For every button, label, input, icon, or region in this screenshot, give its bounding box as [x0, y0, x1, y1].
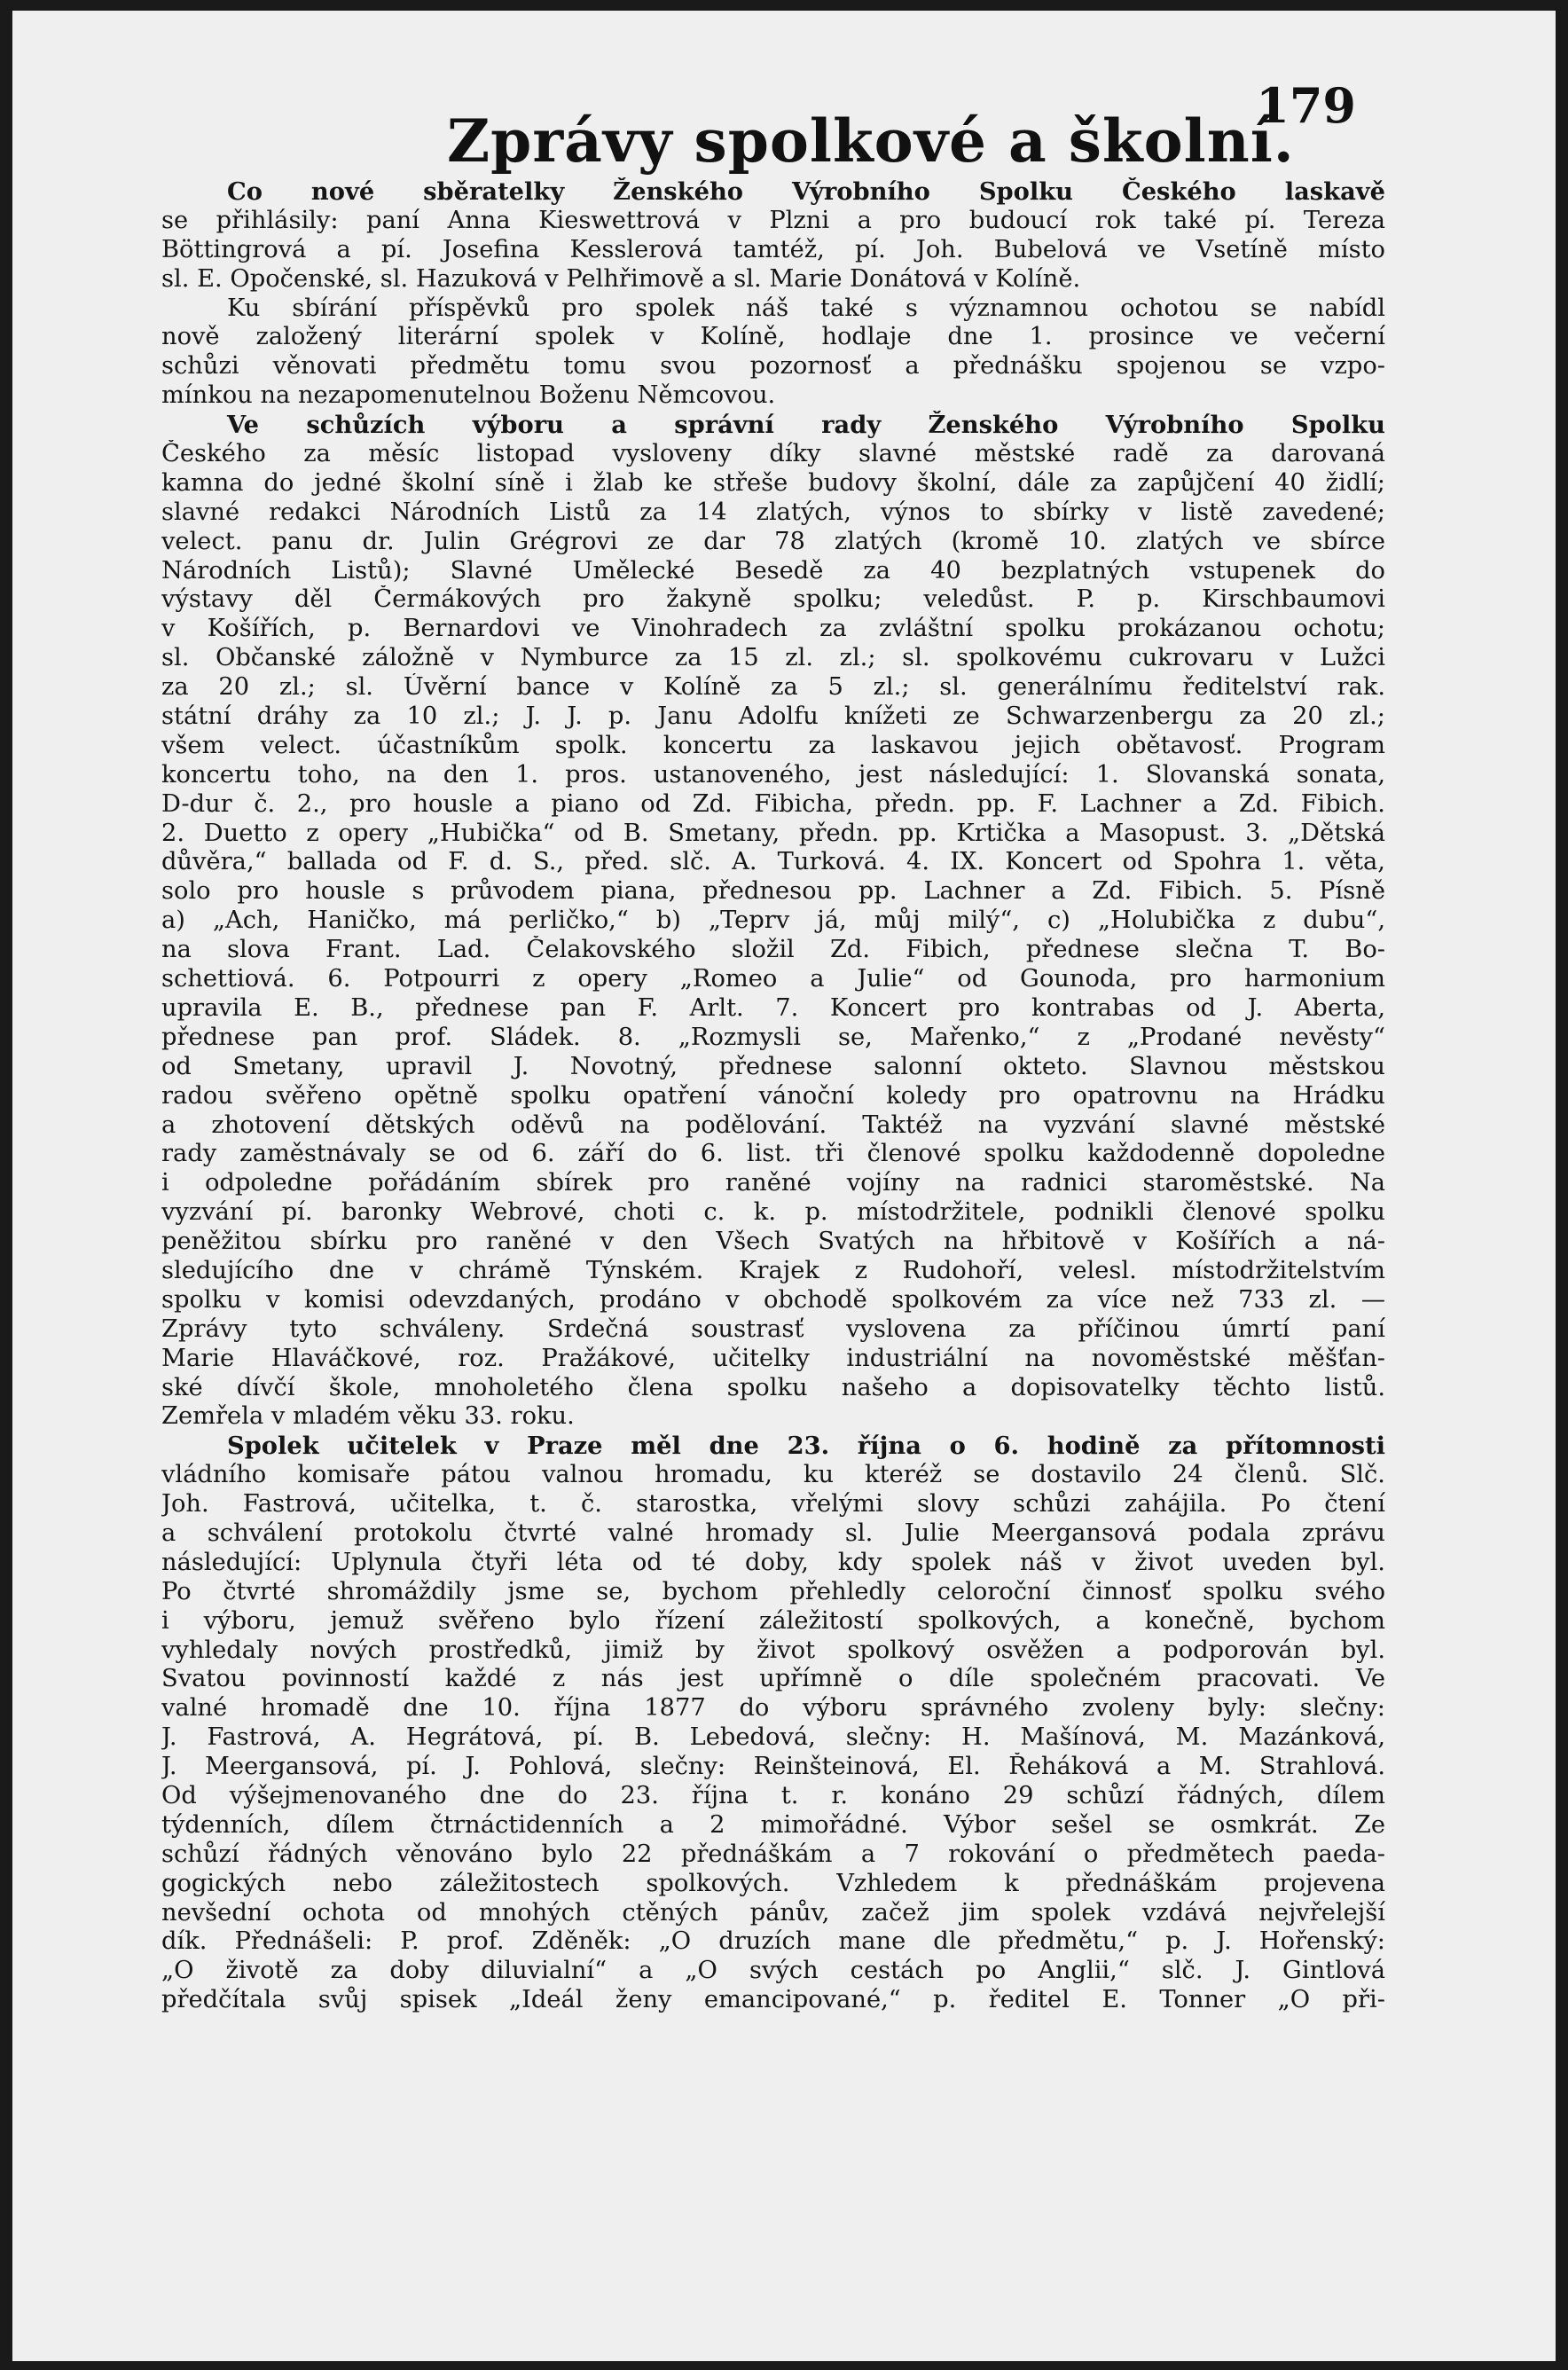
text-line: Zprávy tyto schváleny. Srdečná soustrasť vyslovena za příčinou úmrtí paní [161, 1314, 1385, 1343]
text-line: Od výšejmenovaného dne do 23. října t. r. konáno 29 schůzí řádných, dílem [161, 1781, 1385, 1809]
text-line: kamna do jedné školní síně i žlab ke střeše budovy školní, dále za zapůjčení 40 židlí; [161, 468, 1385, 497]
text-line: předčítala svůj spisek „Ideál ženy emancipované,“ p. ředitel E. Tonner „O při- [161, 1986, 1385, 2014]
text-line: Ve schůzích výboru a správní rady Ženského Výrobního Spolku [227, 411, 1385, 440]
text-line: všem velect. účastníkům spolk. koncertu za laskavou jejich obětavosť. Program [161, 731, 1385, 759]
text-line: týdenních, dílem čtrnáctidenních a 2 mimořádné. Výbor sešel se osmkrát. Ze [161, 1810, 1385, 1839]
text-line: schůzí řádných věnováno bylo 22 přednáškám a 7 rokování o předmětech paeda- [161, 1840, 1385, 1868]
body-text [161, 177, 1385, 2015]
text-line: slavné redakci Národních Listů za 14 zlatých, výnos to sbírky v listě zavedené; [161, 498, 1385, 526]
text-line: sl. E. Opočenské, sl. Hazuková v Pelhřimově a sl. Marie Donátová v Kolíně. [161, 264, 1081, 293]
text-line: Marie Hlaváčkové, roz. Pražákové, učitelky industriální na novoměstské měšťan- [161, 1344, 1385, 1372]
text-line: Ku sbírání příspěvků pro spolek náš také s významnou ochotou se nabídl [227, 294, 1385, 322]
text-line: vyhledaly nových prostředků, jimiž by život spolkový osvěžen a podporován byl. [161, 1636, 1385, 1664]
text-line: výstavy děl Čermákových pro žakyně spolku; veledůst. P. p. Kirschbaumovi [161, 585, 1385, 614]
text-line: peněžitou sbírku pro raněné v den Všech Svatých na hřbitově v Košířích a ná- [161, 1228, 1385, 1256]
text-line: upravila E. B., přednese pan F. Arlt. 7. Koncert pro kontrabas od J. Aberta, [161, 993, 1385, 1022]
text-line: Svatou povinností každé z nás jest upřímně o díle společném pracovati. Ve [161, 1665, 1385, 1693]
text-line: schůzi věnovati předmětu tomu svou pozornosť a přednášku spojenou se vzpo- [161, 352, 1385, 381]
text-line: schettiová. 6. Potpourri z opery „Romeo a Julie“ od Gounoda, pro harmonium [161, 965, 1385, 993]
text-line: dík. Přednášeli: P. prof. Zděněk: „O druzích mane dle předmětu,“ p. J. Hořenský: [161, 1927, 1385, 1956]
text-line: „O životě za doby diluvialní“ a „O svých cestách po Anglii,“ slč. J. Gintlová [161, 1957, 1385, 1985]
text-line: Národních Listů); Slavné Umělecké Besedě za 40 bezplatných vstupenek do [161, 556, 1385, 585]
text-line: J. Meergansová, pí. J. Pohlová, slečny: Reinšteinová, El. Řeháková a M. Strahlová. [161, 1753, 1385, 1781]
text-line: přednese pan prof. Sládek. 8. „Rozmysli se, Mařenko,“ z „Prodané nevěsty“ [161, 1023, 1385, 1051]
text-line: Co nové sběratelky Ženského Výrobního Spolku Českého laskavě [227, 177, 1385, 206]
text-line: nevšední ochota od mnohých ctěných pánův, začež jim spolek vzdává nejvřelejší [161, 1898, 1385, 1927]
text-line: nově založený literární spolek v Kolíně, hodlaje dne 1. prosince ve večerní [161, 323, 1385, 351]
text-line: radou svěřeno opětně spolku opatření vánoční koledy pro opatrovnu na Hrádku [161, 1081, 1385, 1110]
text-line: za 20 zl.; sl. Úvěrní bance v Kolíně za 5 zl.; sl. generálnímu ředitelství rak. [161, 673, 1385, 702]
text-line: velect. panu dr. Julin Grégrovi ze dar 78 zlatých (kromě 10. zlatých ve sbírce [161, 527, 1385, 555]
text-line: valné hromadě dne 10. října 1877 do výboru správného zvoleny byly: slečny: [161, 1694, 1385, 1723]
text-line: vládního komisaře pátou valnou hromadu, ku kteréž se dostavilo 24 členů. Slč. [161, 1461, 1385, 1489]
text-line: rady zaměstnávaly se od 6. září do 6. list. tři členové spolku každodenně dopoledne [161, 1140, 1385, 1168]
text-line: mínkou na nezapomenutelnou Boženu Němcovou. [161, 381, 776, 410]
text-line: a schválení protokolu čtvrté valné hromady sl. Julie Meergansová podala zprávu [161, 1519, 1385, 1547]
text-line: od Smetany, upravil J. Novotný, přednese salonní okteto. Slavnou městskou [161, 1052, 1385, 1080]
text-line: státní dráhy za 10 zl.; J. J. p. Janu Adolfu knížeti ze Schwarzenbergu za 20 zl.; [161, 702, 1385, 731]
text-line: Zemřela v mladém věku 33. roku. [161, 1402, 575, 1431]
text-line: ské dívčí škole, mnoholetého člena spolku našeho a dopisovatelky těchto listů. [161, 1373, 1385, 1401]
text-line: solo pro housle s průvodem piana, přednesou pp. Lachner a Zd. Fibich. 5. Písně [161, 877, 1385, 906]
text-line: Joh. Fastrová, učitelka, t. č. starostka, vřelými slovy schůzi zahájila. Po čtení [161, 1490, 1385, 1519]
text-line: sledujícího dne v chrámě Týnském. Krajek z Rudohoří, velesl. místodržitelstvím [161, 1256, 1385, 1284]
text-line: sl. Občanské záložně v Nymburce za 15 zl. zl.; sl. spolkovému cukrovaru v Lužci [161, 644, 1385, 672]
text-line: se přihlásily: paní Anna Kieswettrová v Plzni a pro budoucí rok také pí. Tereza [161, 206, 1385, 234]
text-line: a zhotovení dětských oděvů na podělování. Taktéž na vyzvání slavné městské [161, 1110, 1385, 1139]
page-number: 179 [1256, 77, 1356, 134]
text-line: D-dur č. 2., pro housle a piano od Zd. Fibicha, předn. pp. F. Lachner a Zd. Fibich. [161, 789, 1385, 818]
text-line: v Košířích, p. Bernardovi ve Vinohradech za zvláštní spolku prokázanou ochotu; [161, 615, 1385, 643]
text-line: J. Fastrová, A. Hegrátová, pí. B. Lebedová, slečny: H. Mašínová, M. Mazánková, [161, 1723, 1385, 1752]
text-line: koncertu toho, na den 1. pros. ustanoveného, jest následující: 1. Slovanská sonata, [161, 760, 1385, 789]
text-line: důvěra,“ ballada od F. d. S., před. slč. A. Turková. 4. IX. Koncert od Spohra 1. věta, [161, 848, 1385, 876]
text-line: spolku v komisi odevzdaných, prodáno v obchodě spolkovém za více než 733 zl. — [161, 1285, 1385, 1314]
text-line: Böttingrová a pí. Josefina Kesslerová tamtéž, pí. Joh. Bubelová ve Vsetíně místo [161, 235, 1385, 263]
text-line: na slova Frant. Lad. Čelakovského složil Zd. Fibich, přednese slečna T. Bo- [161, 936, 1385, 964]
text-line: Spolek učitelek v Praze měl dne 23. října o 6. hodině za přítomnosti [227, 1432, 1385, 1461]
document-page [12, 11, 1556, 2361]
text-line: Českého za měsíc listopad vysloveny díky slavné městské radě za darovaná [161, 440, 1385, 468]
text-line: i odpoledne pořádáním sbírek pro raněné vojíny na radnici staroměstské. Na [161, 1169, 1385, 1197]
section-title: Zprávy spolkové a školní. [447, 106, 1295, 176]
text-line: 2. Duetto z opery „Hubička“ od B. Smetany, předn. pp. Krtička a Masopust. 3. „Dětská [161, 819, 1385, 847]
text-line: gogických nebo záležitostech spolkových. Vzhledem k přednáškám projevena [161, 1869, 1385, 1897]
text-line: následující: Uplynula čtyři léta od té doby, kdy spolek náš v život uveden byl. [161, 1548, 1385, 1576]
text-line: a) „Ach, Haničko, má perličko,“ b) „Teprv já, můj milý“, c) „Holubička z dubu“, [161, 906, 1385, 935]
text-line: Po čtvrté shromáždily jsme se, bychom přehledly celoroční činnosť spolku svého [161, 1577, 1385, 1605]
text-line: vyzvání pí. baronky Webrové, choti c. k. p. místodržitele, podnikli členové spolku [161, 1198, 1385, 1227]
text-line: i výboru, jemuž svěřeno bylo řízení záležitostí spolkových, a konečně, bychom [161, 1606, 1385, 1635]
